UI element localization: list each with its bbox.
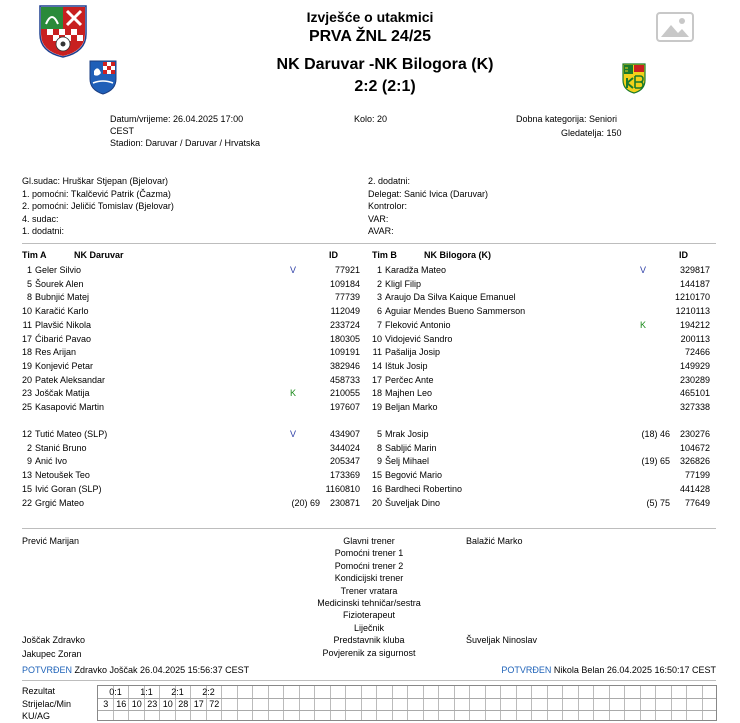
player-number: 5 — [26, 278, 32, 289]
official-entry: VAR: — [368, 213, 389, 224]
player-id: 210055 — [329, 388, 360, 399]
official-entry: 2. pomoćni: Jeličić Tomislav (Bjelovar) — [22, 201, 174, 211]
staff-role-label: Medicinski tehničar/sestra — [317, 598, 421, 608]
player-name: Vidojević Sandro — [385, 333, 453, 344]
player-number: 7 — [376, 319, 382, 330]
player-number: 10 — [21, 306, 32, 317]
divider — [22, 243, 716, 244]
player-number: 2 — [376, 278, 382, 289]
player-id: 180305 — [329, 333, 360, 344]
player-row — [16, 497, 366, 510]
official-entry: Delegat: Sanić Ivica (Daruvar) — [368, 188, 489, 199]
player-row — [366, 333, 716, 346]
grid-cell — [221, 686, 237, 720]
player-row — [366, 374, 716, 387]
player-id: 327338 — [679, 402, 710, 412]
player-number: 12 — [21, 429, 32, 439]
summary-scorer: 16 — [116, 699, 127, 709]
player-row — [16, 387, 366, 400]
player-number: 16 — [371, 483, 382, 494]
player-id: 77649 — [684, 497, 710, 508]
grid-cell — [562, 686, 578, 720]
player-name: Patek Aleksandar — [35, 374, 106, 385]
substitution-info: (19) 65 — [641, 456, 670, 467]
player-name: Grgić Mateo — [35, 497, 85, 508]
player-id: 205347 — [329, 456, 360, 467]
player-id: 104672 — [679, 442, 710, 453]
summary-result: 2:1 — [171, 687, 184, 697]
player-id: 173369 — [329, 470, 360, 481]
player-id: 1210170 — [674, 292, 710, 303]
player-id: 326826 — [679, 456, 710, 467]
player-number: 15 — [21, 483, 32, 494]
grid-cell — [299, 686, 315, 720]
player-name: Beljan Marko — [385, 402, 438, 412]
match-round: Kolo: 20 — [354, 114, 388, 124]
player-row — [16, 401, 366, 414]
grid-cell — [423, 686, 439, 720]
substitution-info: (5) 75 — [646, 497, 670, 508]
match-stadium: Stadion: Daruvar / Daruvar / Hrvatska — [110, 138, 261, 148]
team-a-representative: Joščak Zdravko — [22, 635, 86, 645]
grid-cell — [469, 686, 485, 720]
competition-title: PRVA ŽNL 24/25 — [308, 28, 432, 45]
grid-cell — [516, 686, 532, 720]
player-number: 13 — [21, 470, 32, 481]
staff-role-label: Pomoćni trener 1 — [334, 548, 404, 559]
grid-cell — [671, 686, 687, 720]
player-name: Tutić Mateo (SLP) — [35, 429, 108, 439]
player-row — [16, 333, 366, 346]
player-row — [16, 346, 366, 359]
grid-cell — [392, 686, 408, 720]
team-b-representative: Šuveljak Ninoslav — [466, 635, 538, 645]
summary-scorer: 72 — [209, 699, 220, 709]
player-id: 109184 — [329, 278, 360, 289]
official-entry: 2. dodatni: — [368, 176, 411, 186]
player-name: Geler Silvio — [35, 265, 82, 275]
goalkeeper-mark: V — [290, 429, 297, 439]
player-name: Karadža Mateo — [385, 265, 447, 275]
player-name: Ištuk Josip — [385, 360, 428, 371]
grid-cell — [702, 686, 718, 720]
player-number: 8 — [376, 442, 382, 453]
grid-cell — [268, 686, 284, 720]
player-row — [16, 264, 366, 277]
summary-label-cards: KU/AG — [22, 711, 51, 721]
grid-cell — [500, 686, 516, 720]
player-name: Anić Ivo — [35, 456, 68, 467]
player-number: 5 — [376, 429, 382, 439]
player-id: 382946 — [329, 360, 360, 371]
player-id: 144187 — [679, 278, 710, 289]
confirmed-status: POTVRĐEN — [501, 665, 552, 675]
official-entry: 1. dodatni: — [22, 226, 65, 236]
player-id: 465101 — [679, 388, 710, 399]
player-number: 8 — [26, 292, 32, 303]
player-row — [366, 291, 716, 304]
player-row — [16, 291, 366, 304]
player-name: Perčec Ante — [385, 374, 434, 385]
player-row — [366, 346, 716, 359]
player-id: 194212 — [679, 319, 710, 330]
grid-cell — [438, 686, 454, 720]
player-row — [366, 278, 716, 291]
player-number: 11 — [22, 319, 32, 330]
player-number: 9 — [376, 456, 382, 467]
confirmation-detail: Nikola Belan 26.04.2025 16:50:17 CEST — [553, 665, 716, 675]
player-id: 458733 — [329, 374, 360, 385]
player-row — [366, 264, 716, 277]
player-id: 329817 — [679, 265, 710, 275]
grid-cell — [640, 686, 656, 720]
substitution-info: (18) 46 — [641, 429, 670, 439]
player-name: Mrak Josip — [385, 429, 429, 439]
team-b-confirmation — [501, 665, 716, 675]
player-name: Šuveljak Dino — [385, 497, 441, 508]
grid-cell — [376, 686, 392, 720]
player-id: 230276 — [679, 429, 710, 439]
grid-row-line — [98, 710, 716, 711]
player-name: Fleković Antonio — [385, 319, 451, 330]
player-number: 17 — [371, 374, 382, 385]
summary-result: 2:2 — [202, 687, 215, 697]
team-a-security: Jakupec Zoran — [22, 649, 82, 659]
player-id: 72466 — [684, 347, 710, 358]
staff-role-label: Povjerenik za sigurnost — [322, 647, 416, 658]
player-name: Kasapović Martin — [35, 402, 105, 412]
player-name: Joščak Matija — [35, 388, 90, 399]
player-number: 18 — [371, 388, 382, 399]
player-name: Šelj Mihael — [385, 456, 430, 467]
player-row — [366, 455, 716, 468]
player-name: Sabljić Marin — [385, 442, 437, 453]
grid-cell — [686, 686, 702, 720]
substitution-info: (20) 69 — [291, 497, 320, 508]
player-row — [16, 360, 366, 373]
match-datetime: Datum/vrijeme: 26.04.2025 17:00 — [110, 114, 244, 124]
player-number: 19 — [371, 402, 382, 412]
player-id: 441428 — [679, 483, 710, 494]
player-number: 11 — [372, 347, 382, 358]
player-number: 1 — [376, 265, 382, 275]
player-id: 233724 — [329, 319, 360, 330]
player-row — [366, 497, 716, 510]
official-entry: AVAR: — [368, 226, 394, 236]
player-number: 2 — [26, 442, 32, 453]
player-id: 1160810 — [325, 483, 360, 494]
player-row — [366, 428, 716, 441]
player-name: Ćibarić Pavao — [35, 333, 92, 344]
spectators: Gledatelja: 150 — [561, 128, 622, 138]
player-id: 434907 — [329, 429, 360, 439]
summary-scorer: 17 — [193, 699, 204, 709]
county-coat-of-arms — [38, 4, 88, 58]
player-id: 1210113 — [675, 306, 710, 317]
player-row — [16, 455, 366, 468]
report-title: Izvješće o utakmici — [306, 9, 434, 25]
nk-daruvar-logo — [88, 59, 118, 95]
player-number: 22 — [21, 497, 32, 508]
match-timezone: CEST — [110, 126, 135, 136]
player-id: 230289 — [679, 374, 710, 385]
captain-mark: K — [290, 388, 297, 399]
player-id: 109191 — [329, 347, 360, 358]
team-a-head-coach: Prević Marijan — [22, 536, 80, 546]
player-row — [16, 319, 366, 332]
player-number: 9 — [26, 456, 32, 467]
grid-cell — [454, 686, 470, 720]
player-id: 77199 — [684, 470, 710, 481]
team-a-name: NK Daruvar — [74, 250, 124, 260]
grid-cell — [485, 686, 501, 720]
player-number: 1 — [26, 265, 32, 275]
team-a-confirmation — [22, 665, 249, 675]
player-name: Begović Mario — [385, 470, 443, 481]
match-title: NK Daruvar -NK Bilogora (K) — [276, 56, 494, 73]
summary-scorer: 28 — [178, 699, 189, 709]
goalkeeper-mark: V — [640, 265, 647, 275]
player-number: 3 — [376, 292, 382, 303]
player-name: Majhen Leo — [385, 388, 433, 399]
grid-cell — [624, 686, 640, 720]
divider — [22, 528, 716, 529]
player-number: 17 — [21, 333, 32, 344]
confirmation-detail: Zdravko Joščak 26.04.2025 15:56:37 CEST — [74, 665, 250, 675]
player-name: Pašalija Josip — [385, 347, 441, 358]
player-row — [16, 305, 366, 318]
player-row — [16, 428, 366, 441]
goalkeeper-mark: V — [290, 265, 297, 275]
player-number: 20 — [371, 497, 382, 508]
player-id: 77921 — [334, 265, 360, 275]
player-number: 19 — [21, 360, 32, 371]
summary-scorer: 3 — [103, 699, 109, 709]
grid-cell — [593, 686, 609, 720]
player-row — [366, 387, 716, 400]
player-row — [16, 469, 366, 482]
match-score: 2:2 (2:1) — [354, 78, 416, 95]
player-number: 25 — [21, 402, 32, 412]
player-row — [16, 483, 366, 496]
grid-cell — [407, 686, 423, 720]
nk-bilogora-logo — [621, 62, 647, 94]
player-id: 112049 — [330, 306, 360, 317]
player-name: Aguiar Mendes Bueno Sammerson — [385, 306, 526, 317]
grid-cell — [314, 686, 330, 720]
player-row — [366, 401, 716, 414]
summary-scorer: 23 — [147, 699, 158, 709]
player-name: Stanić Bruno — [35, 442, 87, 453]
team-b-label: Tim B — [372, 250, 397, 260]
player-number: 23 — [21, 388, 32, 399]
grid-cell — [531, 686, 547, 720]
grid-cell — [252, 686, 268, 720]
summary-label-result: Rezultat — [22, 686, 56, 696]
player-name: Konjević Petar — [35, 360, 94, 371]
player-id: 197607 — [329, 402, 360, 412]
grid-cell — [361, 686, 377, 720]
summary-label-scorer: Strijelac/Min — [22, 699, 72, 709]
player-number: 14 — [371, 360, 382, 371]
staff-role-label: Glavni trener — [343, 536, 395, 546]
summary-result: 1:1 — [140, 687, 153, 697]
staff-role-label: Fizioterapeut — [342, 610, 396, 621]
summary-scorer: 10 — [162, 699, 173, 709]
player-name: Araujo Da Silva Kaique Emanuel — [385, 292, 516, 303]
player-name: Netoušek Teo — [35, 470, 90, 481]
grid-cell — [547, 686, 563, 720]
official-entry: 1. pomoćni: Tkalčević Patrik (Čazma) — [22, 188, 171, 199]
summary-result: 0:1 — [109, 687, 122, 697]
player-row — [366, 360, 716, 373]
player-row — [16, 278, 366, 291]
official-entry: Kontrolor: — [368, 201, 408, 211]
grid-cell — [609, 686, 625, 720]
staff-role-label: Trener vratara — [340, 585, 398, 596]
grid-cell — [345, 686, 361, 720]
player-row — [366, 442, 716, 455]
team-b-id-header: ID — [679, 250, 688, 260]
player-row — [366, 319, 716, 332]
age-category: Dobna kategorija: Seniori — [516, 114, 618, 124]
grid-cell — [655, 686, 671, 720]
player-number: 18 — [21, 347, 32, 358]
player-id: 344024 — [329, 442, 360, 453]
confirmed-status: POTVRĐEN — [22, 665, 73, 675]
team-b-head-coach: Balažić Marko — [466, 536, 523, 546]
team-a-id-header: ID — [329, 250, 338, 260]
player-id: 149929 — [679, 360, 710, 371]
official-entry: 4. sudac: — [22, 213, 59, 224]
player-id: 77739 — [334, 292, 360, 303]
divider — [22, 680, 716, 681]
player-id: 230871 — [329, 497, 360, 508]
grid-cell — [578, 686, 594, 720]
player-name: Res Arijan — [35, 347, 77, 358]
player-name: Bardheci Robertino — [385, 483, 463, 494]
player-number: 20 — [21, 374, 32, 385]
player-name: Plavšić Nikola — [35, 319, 92, 330]
player-name: Karačić Karlo — [35, 306, 89, 317]
official-entry: Gl.sudac: Hruškar Stjepan (Bjelovar) — [22, 176, 169, 186]
image-placeholder-icon — [656, 12, 694, 42]
team-a-label: Tim A — [22, 250, 47, 260]
grid-cell — [283, 686, 299, 720]
player-name: Ivić Goran (SLP) — [35, 483, 102, 494]
staff-role-label: Kondicijski trener — [334, 573, 404, 584]
player-number: 10 — [371, 333, 382, 344]
player-name: Šourek Alen — [35, 278, 84, 289]
player-id: 200113 — [680, 333, 710, 344]
player-row — [366, 305, 716, 318]
captain-mark: K — [640, 319, 647, 330]
grid-cell — [330, 686, 346, 720]
player-row — [366, 469, 716, 482]
player-row — [16, 374, 366, 387]
staff-role-label: Pomoćni trener 2 — [334, 560, 404, 571]
player-number: 6 — [376, 306, 382, 317]
player-row — [366, 483, 716, 496]
player-name: Bubnjić Matej — [35, 292, 90, 303]
player-name: Kligl Filip — [385, 278, 422, 289]
team-b-name: NK Bilogora (K) — [424, 250, 491, 260]
summary-scorer: 10 — [131, 699, 142, 709]
player-number: 15 — [371, 470, 382, 481]
staff-role-label: Predstavnik kluba — [333, 635, 405, 646]
player-row — [16, 442, 366, 455]
staff-role-label: Liječnik — [353, 622, 384, 633]
summary-grid — [97, 685, 717, 721]
grid-cell — [237, 686, 253, 720]
